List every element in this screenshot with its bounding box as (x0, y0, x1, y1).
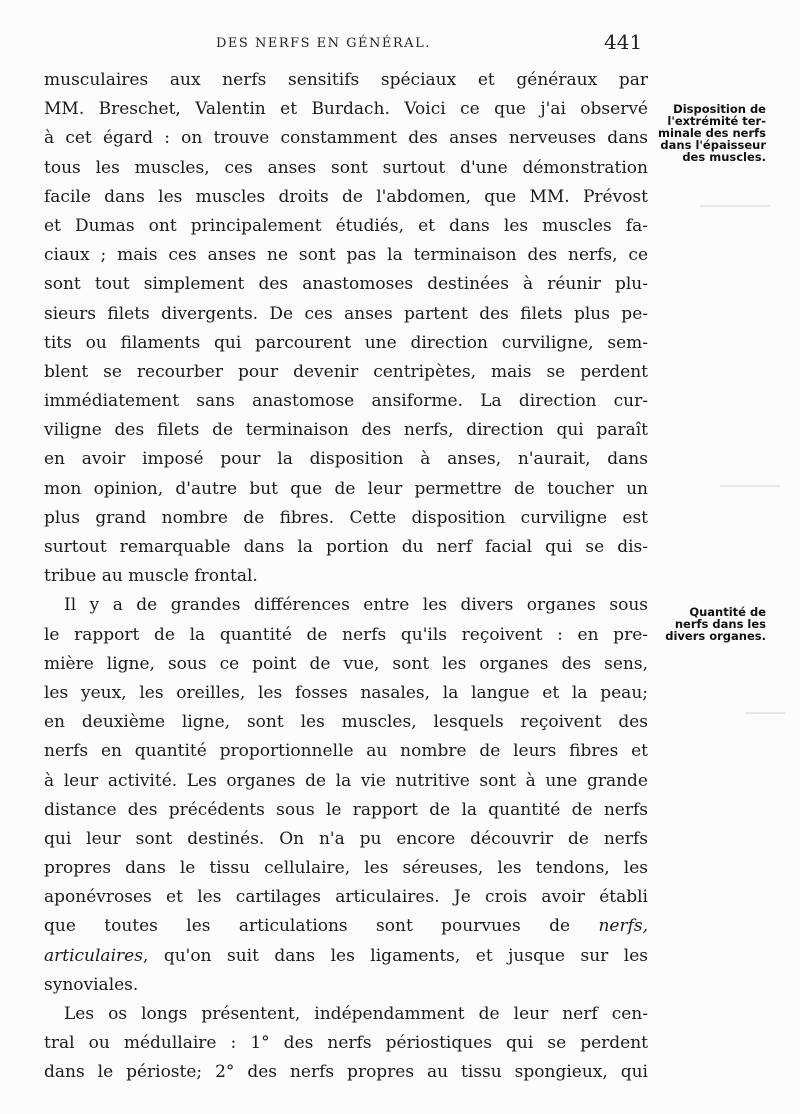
margin-note-line: dans l'épaisseur (660, 138, 766, 152)
text-line: immédiatement sans anastomose ansiforme. La direction cur- (44, 391, 648, 412)
text-line: mière ligne, sous ce point de vue, sont les organes des sens, (44, 653, 648, 674)
text-line: MM. Breschet, Valentin et Burdach. Voici ce que j'ai observé (44, 99, 648, 120)
text-line: nerfs en quantité proportionnelle au nombre de leurs fibres et (44, 741, 648, 762)
italic-term: nerfs, (598, 916, 648, 937)
text-line (44, 942, 648, 971)
text-line: les yeux, les oreilles, les fosses nasales, la langue et la peau; (44, 682, 648, 703)
page-header (0, 30, 800, 60)
margin-note-line: des muscles. (682, 150, 766, 164)
text-line: blent se recourber pour devenir centripètes, mais se perdent (44, 361, 648, 382)
running-head: DES NERFS EN GÉNÉRAL. (216, 36, 431, 51)
text-line: surtout remarquable dans la portion du nerf facial qui se dis- (44, 537, 648, 557)
italic-term: articulaires (44, 945, 143, 966)
text-line: en avoir imposé pour la disposition à anses, n'aurait, dans (44, 449, 648, 470)
text-line: sont tout simplement des anastomoses destinées à réunir plu- (44, 274, 648, 295)
text-line: facile dans les muscles droits de l'abdomen, que MM. Prévost (44, 186, 648, 207)
paragraph-2 (44, 591, 648, 1000)
margin-note-line: divers organes. (665, 629, 766, 643)
text-line: tous les muscles, ces anses sont surtout d'une démonstration (44, 157, 648, 178)
bleed-through-mark (720, 485, 780, 557)
text-line: viligne des filets de terminaison des nerfs, direction qui paraît (44, 420, 648, 441)
page-number: 441 (604, 30, 643, 54)
text-line: ciaux ; mais ces anses ne sont pas la terminaison des nerfs, ce (44, 245, 648, 266)
text-line: musculaires aux nerfs sensitifs spéciaux et généraux par (44, 70, 648, 90)
text-line: qui leur sont destinés. On n'a pu encore découvrir de nerfs (44, 828, 648, 849)
margin-note-line: l'extrémité ter- (667, 114, 766, 128)
text-line: et Dumas ont principalement étudiés, et dans les muscles fa- (44, 215, 648, 236)
margin-note-line: Quantité de (689, 605, 766, 619)
margin-note-line: Disposition de (673, 102, 766, 116)
text-line: en deuxième ligne, sont les muscles, lesquels reçoivent des (44, 712, 648, 733)
text-line: à cet égard : on trouve constamment des anses nerveuses dans (44, 128, 648, 149)
paragraph-3 (44, 1000, 648, 1088)
text-line: aponévroses et les cartilages articulaires. Je crois avoir établi (44, 887, 648, 908)
margin-note-line: minale des nerfs (657, 126, 766, 140)
paragraph-1 (44, 66, 648, 591)
text-line: synoviales. (44, 974, 139, 995)
text-line: dans le périoste; 2° des nerfs propres au tissu spongieux, qui (44, 1062, 648, 1083)
text-line: à leur activité. Les organes de la vie nutritive sont à une grande (44, 770, 648, 791)
body-text (44, 66, 648, 1088)
text-line: Les os longs présentent, indépendamment de leur nerf cen- (64, 1004, 648, 1024)
text-segment: , qu'on suit dans les ligaments, et jusque sur les (142, 945, 648, 966)
text-line: tribue au muscle frontal. (44, 566, 258, 587)
margin-note-line: nerfs dans les (674, 617, 766, 631)
text-line: le rapport de la quantité de nerfs qu'ils reçoivent : en pre- (44, 624, 648, 645)
margin-note-2 (665, 606, 766, 642)
text-line: tits ou filaments qui parcourent une direction curviligne, sem- (44, 332, 648, 353)
text-segment: que toutes les articulations sont pourvues de (44, 916, 599, 937)
text-line: propres dans le tissu cellulaire, les séreuses, les tendons, les (44, 858, 648, 879)
margin-note-1 (658, 103, 766, 163)
text-line: mon opinion, d'autre but que de leur permettre de toucher un (44, 478, 648, 499)
text-line (44, 912, 648, 941)
text-line: Il y a de grandes différences entre les divers organes sous (64, 595, 648, 616)
text-line: plus grand nombre de fibres. Cette disposition curviligne est (44, 507, 648, 528)
text-line: distance des précédents sous le rapport de la quantité de nerfs (44, 799, 648, 820)
bleed-through-mark (745, 712, 785, 754)
text-line: tral ou médullaire : 1° des nerfs périostiques qui se perdent (44, 1033, 648, 1054)
bleed-through-mark (700, 205, 770, 247)
text-line: sieurs filets divergents. De ces anses partent des filets plus pe- (44, 303, 648, 324)
